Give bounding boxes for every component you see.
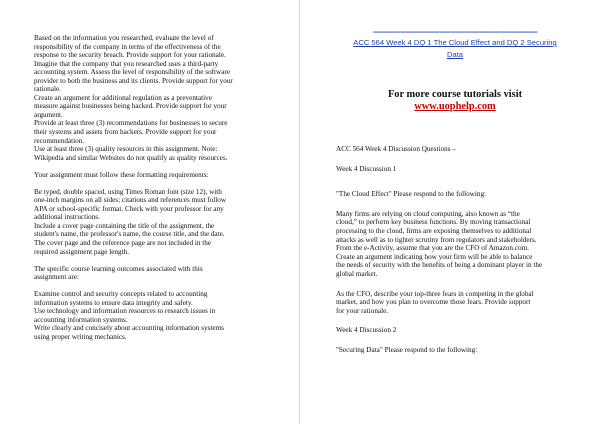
text-line: market, and how you plan to overcome those fears. Provide support (336, 298, 531, 307)
text-line: assignment are: (34, 273, 79, 282)
text-line: From the e-Activity, assume that you are the CFO of Amazon.com. (336, 244, 529, 253)
cloud-effect-prompt: "The Cloud Effect" Please respond to the following: (336, 190, 487, 199)
separator-line: ========================================== (372, 28, 538, 37)
promo-link[interactable]: www.uophelp.com (414, 101, 496, 112)
text-line: Based on the information you researched, evaluate the level of (34, 34, 214, 42)
link-line[interactable]: Data (446, 50, 464, 59)
text-line: responsibility of the company in terms of the effectiveness of the (34, 42, 221, 51)
text-line: additional instructions. (34, 213, 100, 222)
text-line: Include a cover page containing the title of the assignment, the (34, 221, 215, 230)
cfo-paragraph (336, 290, 574, 316)
text-line: Create an argument indicating how your firm will be able to balance (336, 252, 533, 261)
text-line: rationale. (34, 85, 61, 94)
text-line: Your assignment must follow these formatting requirements: (34, 170, 209, 179)
text-line: Imagine that the company that you researched uses a third-party (34, 59, 219, 68)
text-line: Examine control and security concepts related to accounting (34, 290, 208, 299)
formatting-requirements (34, 188, 286, 256)
assignment-paragraph (34, 34, 286, 162)
text-line: one-inch margins on all sides; citations and references must follow (34, 196, 227, 205)
learning-outcomes (34, 290, 286, 341)
text-line: attacks as well as to tighter scrutiny from regulators and stakeholders. (336, 235, 537, 244)
text-line: recommendation. (34, 136, 85, 145)
text-line: response to the security breach. Provide support for your rationale. (34, 51, 226, 60)
discussion-2-label: Week 4 Discussion 2 (336, 326, 397, 335)
text-line: for your rationale. (336, 306, 389, 315)
text-line: Many firms are relying on cloud computing, also known as “the (336, 209, 520, 218)
text-line: Wikipedia and similar Websites do not qualify as quality resources. (34, 153, 228, 162)
text-line: using proper writing mechanics. (34, 332, 127, 341)
text-line: information systems to ensure data integrity and safety. (34, 298, 193, 307)
cloud-effect-paragraph (336, 210, 574, 279)
link-line[interactable]: ACC 564 Week 4 DQ 1 The Cloud Effect and DQ 2 Securing (353, 38, 557, 47)
text-line: As the CFO, describe your top-three fears in competing in the global (336, 289, 534, 298)
text-line: accounting system. Assess the level of responsibility of the software (34, 68, 231, 77)
text-line: Be typed, double spaced, using Times Roman font (size 12), with (34, 187, 222, 196)
text-line: The cover page and the reference page are not included in the (34, 239, 211, 248)
text-line: measure against businesses being hacked. Provide support for your (34, 102, 227, 111)
promo-title: For more course tutorials visit (387, 89, 523, 100)
text-line: argument. (34, 110, 63, 119)
text-line: Use technology and information resources to research issues in (34, 307, 216, 316)
text-line: global market. (336, 269, 378, 278)
text-line: Provide at least three (3) recommendations for businesses to secure (34, 119, 228, 128)
text-line: provider to both the business and its clients. Provide support for your (34, 76, 233, 85)
text-line: the needs of security with the benefits of being a dominant player in the (336, 261, 543, 270)
securing-data-prompt: "Securing Data" Please respond to the following: (336, 345, 478, 354)
outcomes-intro (34, 265, 286, 282)
course-title-link[interactable] (336, 37, 574, 61)
text-line: Use at least three (3) quality resources in this assignment. Note: (34, 145, 218, 154)
text-line: cloud,” to perform key business functions. By moving transactional (336, 218, 531, 227)
text-line: The specific course learning outcomes associated with this (34, 264, 203, 273)
discussion-1-label: Week 4 Discussion 1 (336, 164, 397, 173)
text-line: their systems and assets from hackers. Provide support for your (34, 128, 217, 137)
right-page (300, 0, 600, 424)
formatting-intro (34, 171, 286, 180)
discussion-heading: ACC 564 Week 4 Discussion Questions – (336, 145, 456, 153)
text-line: student's name, the professor's name, the course title, and the date. (34, 230, 225, 239)
text-line: Write clearly and concisely about accounting information systems (34, 324, 224, 333)
text-line: processing to the cloud, firms are exposing themselves to additional (336, 226, 532, 235)
text-line: Create an argument for additional regulation as a preventative (34, 93, 212, 102)
promo-block (336, 89, 574, 113)
text-line: accounting information systems. (34, 315, 128, 324)
text-line: APA or school-specific format. Check with your professor for any (34, 204, 224, 213)
text-line: required assignment page length. (34, 247, 130, 256)
